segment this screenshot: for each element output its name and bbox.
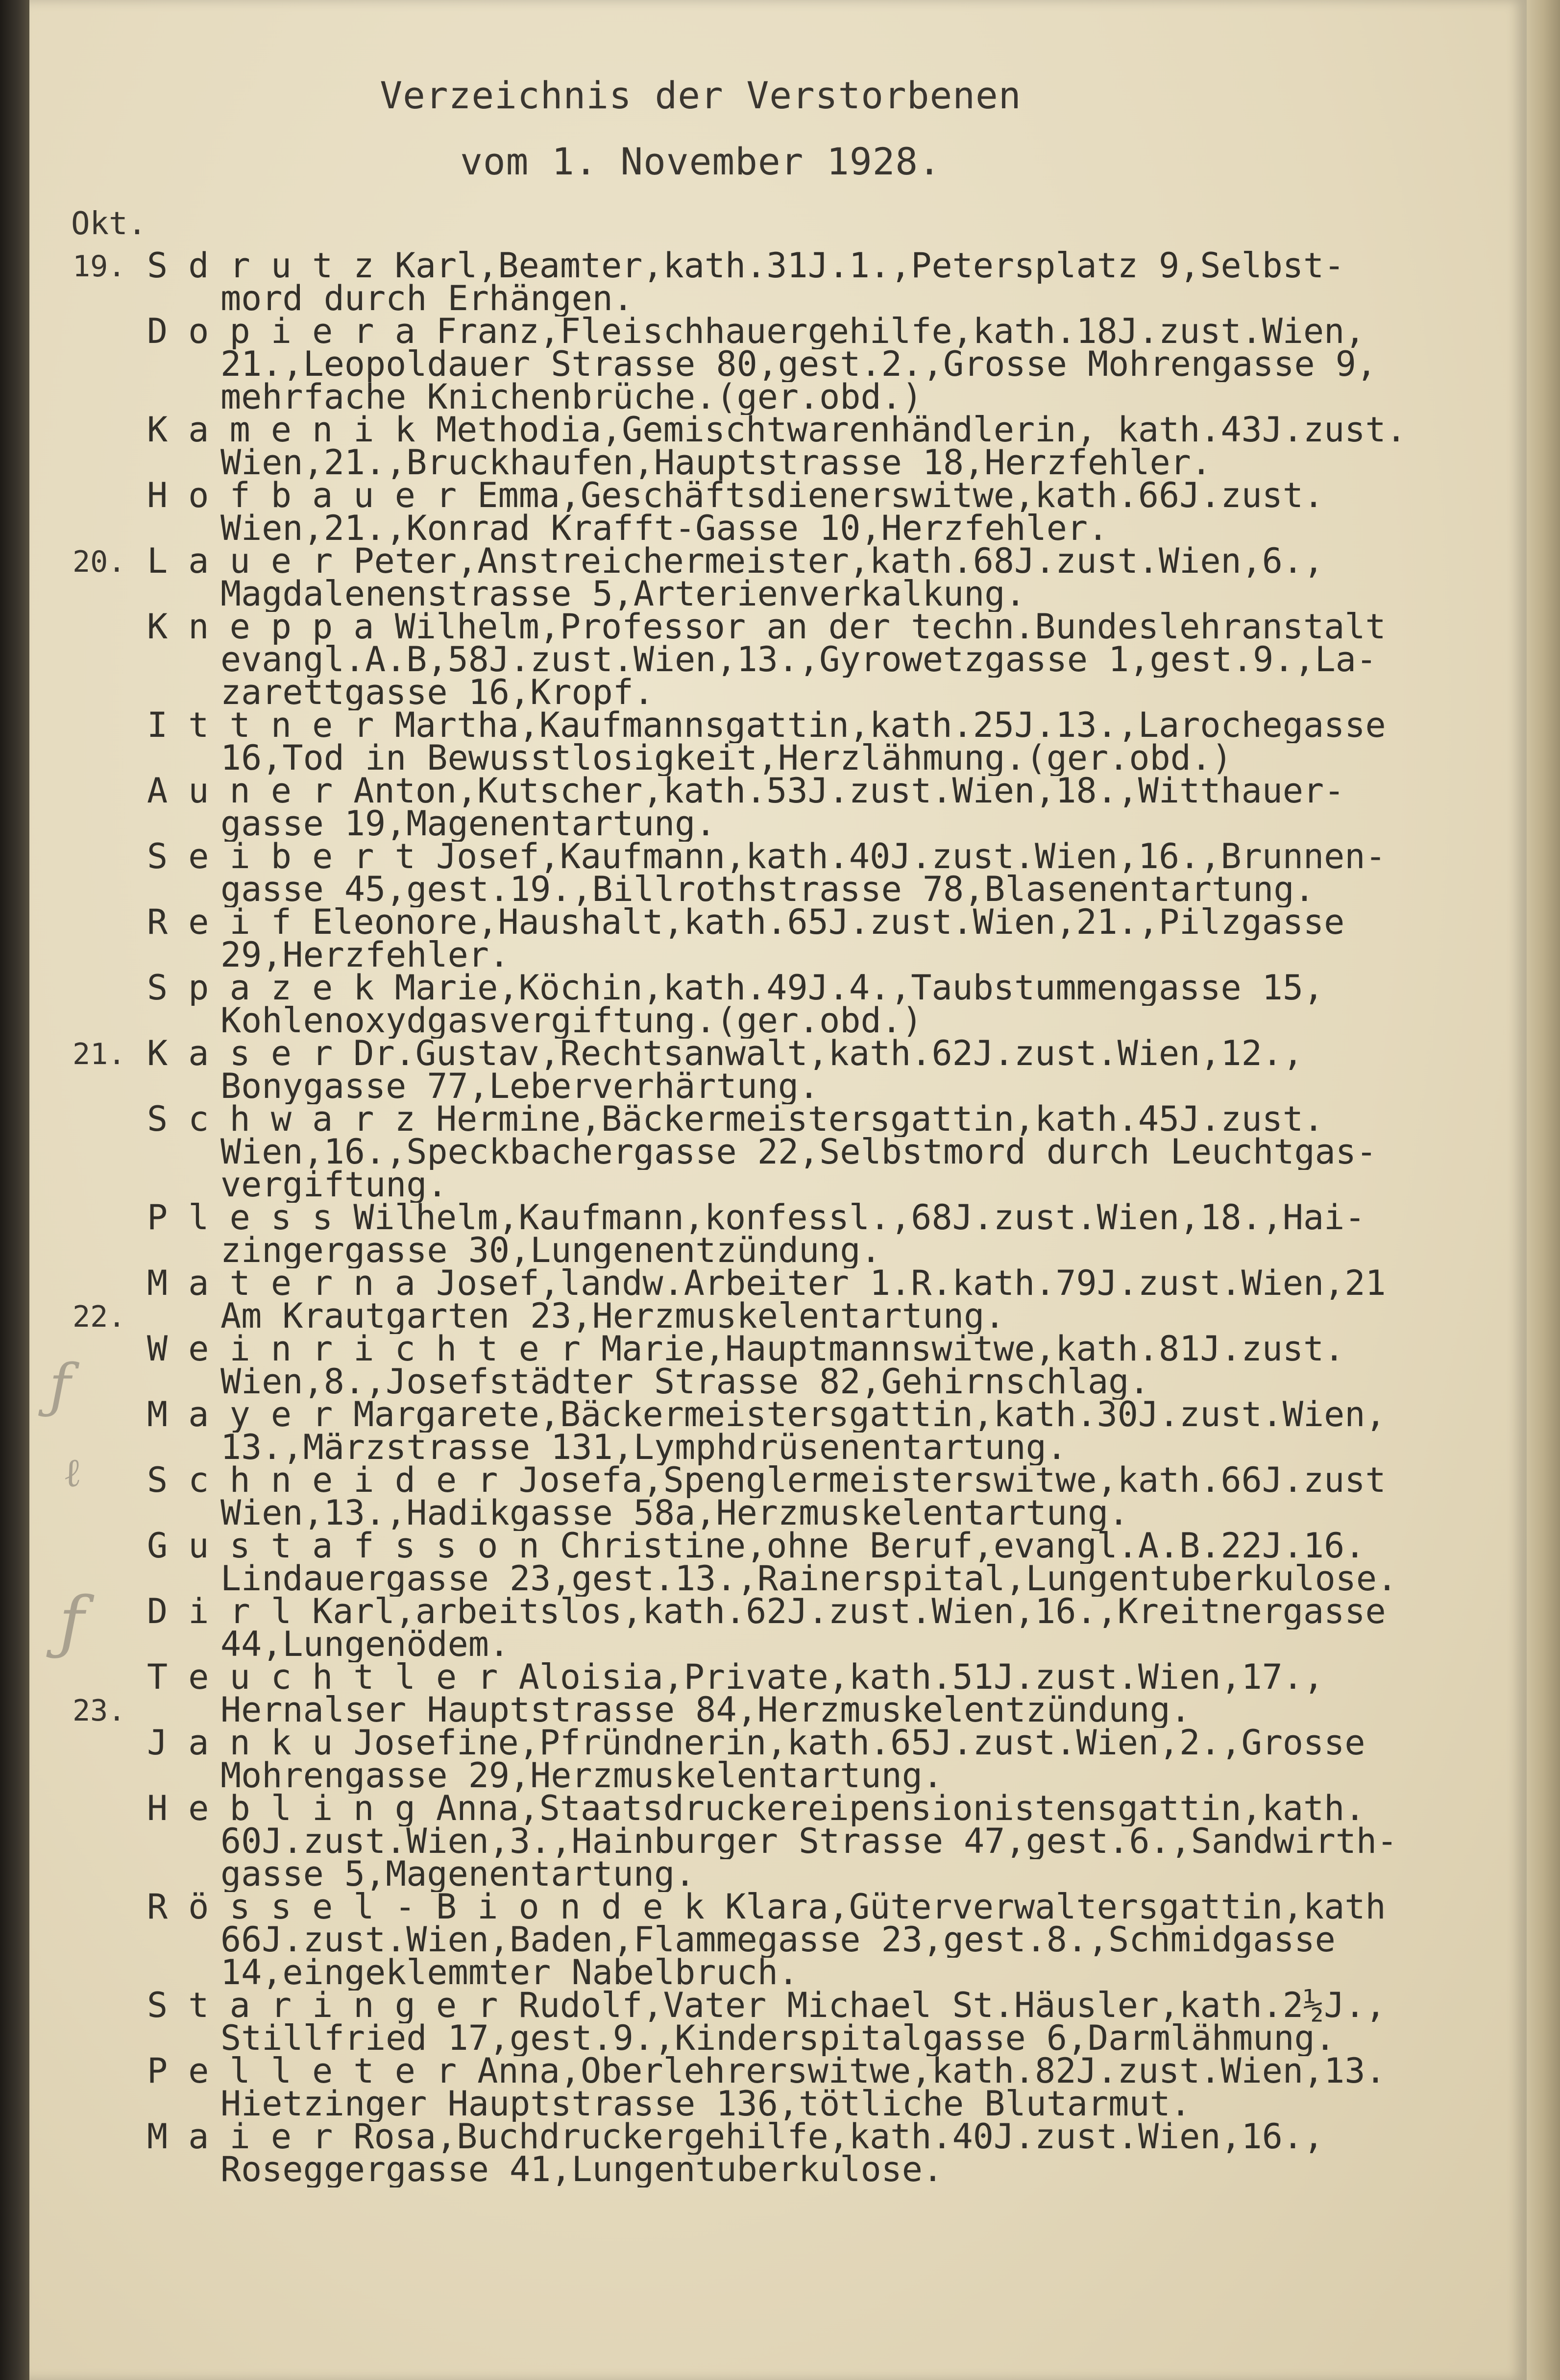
entry-continuation-line: Mohrengasse 29,Herzmuskelentartung. (220, 1757, 944, 1794)
entry-continuation-line: gasse 45,gest.19.,Billrothstrasse 78,Blasenentartung. (220, 871, 1315, 907)
entry-continuation-line: Wien,21.,Konrad Krafft-Gasse 10,Herzfehler. (220, 510, 1109, 546)
entry-continuation-line: zarettgasse 16,Kropf. (220, 674, 655, 710)
entry-continuation-line: Hietzinger Hauptstrasse 136,tötliche Blutarmut. (220, 2086, 1191, 2122)
entry-first-line: A u n e r Anton,Kutscher,kath.53J.zust.Wien,18.,Witthauer- (147, 773, 1345, 809)
entry-first-line: K n e p p a Wilhelm,Professor an der techn.Bundeslehranstalt (147, 608, 1386, 645)
entry-first-line: D i r l Karl,arbeitslos,kath.62J.zust.Wien,16.,Kreitnergasse (147, 1593, 1386, 1629)
entry-first-line: P l e s s Wilhelm,Kaufmann,konfessl.,68J.zust.Wien,18.,Hai- (147, 1199, 1365, 1236)
entry-first-line: R e i f Eleonore,Haushalt,kath.65J.zust.Wien,21.,Pilzgasse (147, 904, 1345, 940)
entry-first-line: S c h n e i d e r Josefa,Spenglermeisterswitwe,kath.66J.zust (147, 1462, 1386, 1498)
entry-continuation-line: Hernalser Hauptstrasse 84,Herzmuskelentzündung. (220, 1692, 1191, 1728)
day-label: 21. (73, 1037, 126, 1071)
entry-continuation-line: 21.,Leopoldauer Strasse 80,gest.2.,Grosse Mohrengasse 9, (220, 346, 1377, 382)
adjacent-page-edge (1527, 0, 1560, 2380)
entry-first-line: S d r u t z Karl,Beamter,kath.31J.1.,Petersplatz 9,Selbst- (147, 247, 1345, 284)
entry-first-line: S t a r i n g e r Rudolf,Vater Michael St.Häusler,kath.2½J., (147, 1987, 1386, 2023)
entry-first-line: H o f b a u e r Emma,Geschäftsdienerswitwe,kath.66J.zust. (147, 477, 1324, 513)
entry-continuation-line: 16,Tod in Bewusstlosigkeit,Herzlähmung.(ger.obd.) (220, 740, 1233, 776)
entry-continuation-line: 14,eingeklemmter Nabelbruch. (220, 1954, 799, 1991)
entry-first-line: R ö s s e l - B i o n d e k Klara,Güterverwaltersgattin,kath (147, 1889, 1386, 1925)
entry-continuation-line: mehrfache Knichenbrüche.(ger.obd.) (220, 379, 923, 415)
margin-pencil-mark: ƒ (49, 1352, 71, 1420)
entry-continuation-line: 44,Lungenödem. (220, 1626, 510, 1662)
entry-first-line: L a u e r Peter,Anstreichermeister,kath.68J.zust.Wien,6., (147, 543, 1324, 579)
entry-continuation-line: Wien,13.,Hadikgasse 58a,Herzmuskelentartung. (220, 1495, 1129, 1531)
entry-continuation-line: zingergasse 30,Lungenentzündung. (220, 1232, 881, 1268)
entry-continuation-line: 29,Herzfehler. (220, 937, 510, 973)
entry-continuation-line: Stillfried 17,gest.9.,Kinderspitalgasse 6,Darmlähmung. (220, 2020, 1336, 2056)
entry-first-line: G u s t a f s s o n Christine,ohne Beruf,evangl.A.B.22J.16. (147, 1528, 1365, 1564)
day-label: 22. (73, 1300, 126, 1334)
entry-first-line: W e i n r i c h t e r Marie,Hauptmannswitwe,kath.81J.zust. (147, 1331, 1345, 1367)
entry-first-line: S c h w a r z Hermine,Bäckermeistersgattin,kath.45J.zust. (147, 1101, 1324, 1137)
entry-continuation-line: Wien,21.,Bruckhaufen,Hauptstrasse 18,Herzfehler. (220, 444, 1212, 481)
entry-continuation-line: Kohlenoxydgasvergiftung.(ger.obd.) (220, 1002, 923, 1039)
entry-continuation-line: 66J.zust.Wien,Baden,Flammegasse 23,gest.8.,Schmidgasse (220, 1921, 1336, 1958)
entry-continuation-line: Bonygasse 77,Leberverhärtung. (220, 1068, 820, 1104)
entry-continuation-line: Am Krautgarten 23,Herzmuskelentartung. (220, 1298, 1005, 1334)
entry-continuation-line: gasse 19,Magenentartung. (220, 805, 716, 842)
month-label: Okt. (71, 206, 147, 242)
entry-first-line: H e b l i n g Anna,Staatsdruckereipensionistensgattin,kath. (147, 1790, 1365, 1826)
entry-continuation-line: Lindauergasse 23,gest.13.,Rainerspital,Lungentuberkulose. (220, 1560, 1398, 1597)
document-page (29, 0, 1527, 2380)
entry-first-line: T e u c h t l e r Aloisia,Private,kath.51J.zust.Wien,17., (147, 1659, 1324, 1695)
entry-continuation-line: Magdalenenstrasse 5,Arterienverkalkung. (220, 576, 1026, 612)
book-binding (0, 0, 29, 2380)
day-label: 19. (73, 249, 126, 284)
day-label: 20. (73, 545, 126, 579)
document-title: Verzeichnis der Verstorbenen (380, 73, 1022, 117)
entry-first-line: K a m e n i k Methodia,Gemischtwarenhändlerin, kath.43J.zust. (147, 412, 1407, 448)
entry-first-line: M a t e r n a Josef,landw.Arbeiter 1.R.kath.79J.zust.Wien,21 (147, 1265, 1386, 1301)
entry-first-line: P e l l e t e r Anna,Oberlehrerswitwe,kath.82J.zust.Wien,13. (147, 2053, 1386, 2089)
entry-first-line: I t t n e r Martha,Kaufmannsgattin,kath.25J.13.,Larochegasse (147, 707, 1386, 743)
margin-pencil-mark: ℓ (60, 1449, 83, 1497)
entry-first-line: M a y e r Margarete,Bäckermeistersgattin,kath.30J.zust.Wien, (147, 1396, 1386, 1433)
entry-first-line: M a i e r Rosa,Buchdruckergehilfe,kath.40J.zust.Wien,16., (147, 2118, 1324, 2155)
entry-continuation-line: Roseggergasse 41,Lungentuberkulose. (220, 2151, 944, 2187)
entry-first-line: D o p i e r a Franz,Fleischhauergehilfe,kath.18J.zust.Wien, (147, 313, 1365, 349)
entry-first-line: S p a z e k Marie,Köchin,kath.49J.4.,Taubstummengasse 15, (147, 970, 1324, 1006)
entry-continuation-line: Wien,16.,Speckbachergasse 22,Selbstmord durch Leuchtgas- (220, 1134, 1377, 1170)
entry-first-line: J a n k u Josefine,Pfründnerin,kath.65J.zust.Wien,2.,Grosse (147, 1724, 1365, 1761)
entry-first-line: S e i b e r t Josef,Kaufmann,kath.40J.zust.Wien,16.,Brunnen- (147, 838, 1386, 874)
entry-continuation-line: 60J.zust.Wien,3.,Hainburger Strasse 47,gest.6.,Sandwirth- (220, 1823, 1398, 1859)
entry-first-line: K a s e r Dr.Gustav,Rechtsanwalt,kath.62J.zust.Wien,12., (147, 1035, 1304, 1071)
death-register-entries (29, 0, 1527, 2380)
entry-continuation-line: gasse 5,Magenentartung. (220, 1856, 696, 1892)
entry-continuation-line: 13.,Märzstrasse 131,Lymphdrüsenentartung. (220, 1429, 1067, 1465)
entry-continuation-line: evangl.A.B,58J.zust.Wien,13.,Gyrowetzgasse 1,gest.9.,La- (220, 641, 1377, 678)
entry-continuation-line: vergiftung. (220, 1166, 448, 1203)
entry-continuation-line: mord durch Erhängen. (220, 280, 634, 316)
document-subtitle: vom 1. November 1928. (460, 140, 941, 183)
day-label: 23. (73, 1694, 126, 1728)
entry-continuation-line: Wien,8.,Josefstädter Strasse 82,Gehirnschlag. (220, 1363, 1150, 1400)
margin-pencil-mark: ƒ (59, 1582, 84, 1662)
